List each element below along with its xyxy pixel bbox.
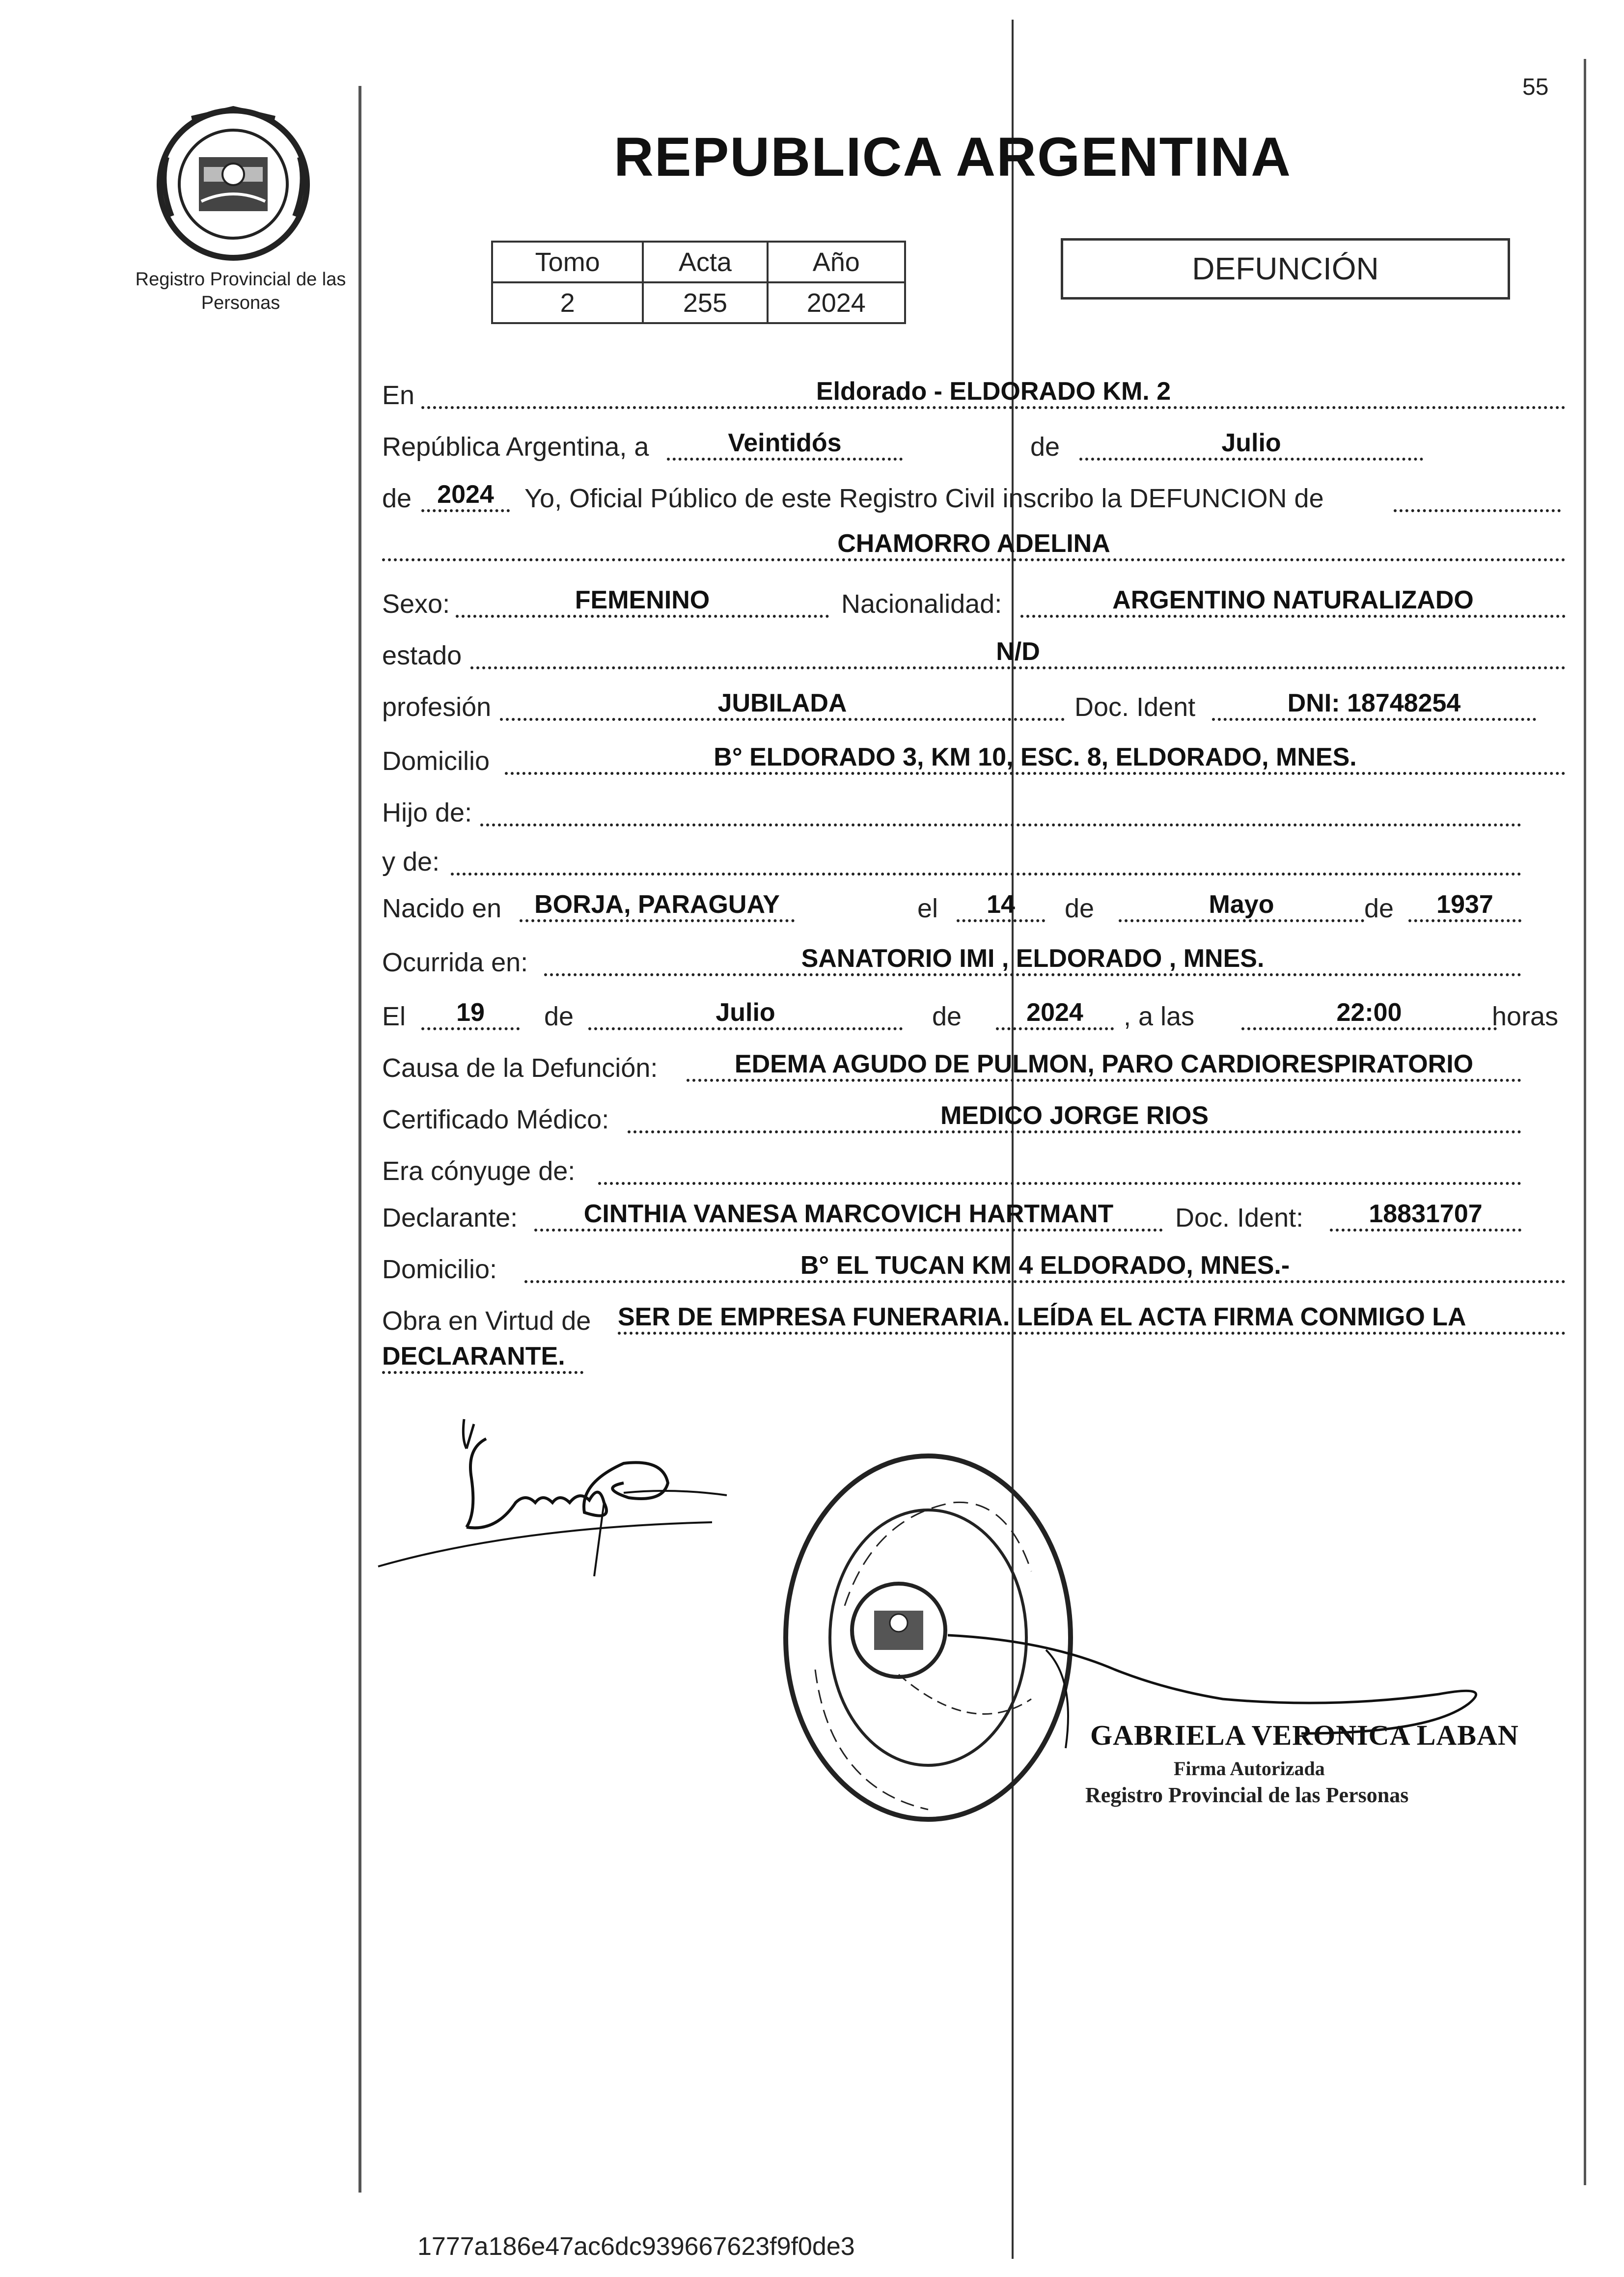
row-spouse xyxy=(382,1152,1575,1191)
nacionalidad-label: Nacionalidad: xyxy=(841,589,1002,619)
tomo-value: 2 xyxy=(492,282,643,323)
inscribo-trailing-field xyxy=(1394,479,1561,512)
de-label: de xyxy=(1030,432,1060,462)
row-declarant xyxy=(382,1198,1575,1237)
causa-label: Causa de la Defunción: xyxy=(382,1053,658,1083)
row-birth xyxy=(382,889,1575,928)
nacido-label: Nacido en xyxy=(382,894,502,923)
row-basis-2 xyxy=(382,1341,1575,1380)
obra-field-line2: DECLARANTE. xyxy=(382,1341,583,1374)
document-type-box: DEFUNCIÓN xyxy=(1061,238,1510,300)
row-hijo xyxy=(382,793,1575,832)
declarant-signature-icon xyxy=(368,1404,742,1581)
cert-field: MEDICO JORGE RIOS xyxy=(628,1100,1521,1133)
death-de2-label: de xyxy=(932,1002,962,1031)
declarante-field: CINTHIA VANESA MARCOVICH HARTMANT xyxy=(534,1198,1163,1232)
day-words-field: Veintidós xyxy=(667,427,903,461)
el-label: el xyxy=(917,894,938,923)
estado-label: estado xyxy=(382,641,462,670)
document-hash: 1777a186e47ac6dc939667623f9f0de3 xyxy=(417,2232,855,2261)
ocurrida-label: Ocurrida en: xyxy=(382,948,528,977)
republica-label: República Argentina, a xyxy=(382,432,649,462)
right-margin-rule xyxy=(1584,59,1586,2185)
death-time-field: 22:00 xyxy=(1241,997,1497,1030)
profesion-label: profesión xyxy=(382,692,492,722)
ocurrida-field: SANATORIO IMI , ELDORADO , MNES. xyxy=(544,943,1521,976)
row-sex-nationality xyxy=(382,584,1575,624)
row-declarant-address xyxy=(382,1250,1575,1289)
left-margin-rule xyxy=(358,86,361,2193)
de-year-label: de xyxy=(382,484,412,513)
hijo-field xyxy=(480,793,1521,826)
fold-line xyxy=(1012,20,1014,2259)
sexo-field: FEMENINO xyxy=(456,584,829,618)
birth-month-field: Mayo xyxy=(1119,889,1364,922)
row-estado xyxy=(382,636,1575,675)
row-date xyxy=(382,427,1575,466)
doc-field: DNI: 18748254 xyxy=(1212,687,1536,721)
year-field: 2024 xyxy=(421,479,510,512)
row-place-of-death xyxy=(382,943,1575,982)
death-year-field: 2024 xyxy=(996,997,1114,1030)
y-de-label: y de: xyxy=(382,847,440,877)
en-label: En xyxy=(382,381,415,410)
death-de-label: de xyxy=(544,1002,574,1031)
doc2-label: Doc. Ident: xyxy=(1175,1203,1304,1233)
conyuge-label: Era cónyuge de: xyxy=(382,1156,576,1186)
birth-de2-label: de xyxy=(1364,894,1394,923)
inscribo-text: Yo, Oficial Público de este Registro Civil inscribo la DEFUNCION de xyxy=(524,484,1324,513)
registry-name: Registro Provincial de las Personas xyxy=(135,269,346,313)
estado-field: N/D xyxy=(470,636,1566,669)
obra-label: Obra en Virtud de xyxy=(382,1306,591,1336)
row-y-de xyxy=(382,842,1575,881)
tomo-header: Tomo xyxy=(492,242,643,282)
birth-year-field: 1937 xyxy=(1408,889,1521,922)
tomo-acta-year-table xyxy=(491,241,906,324)
row-death-date xyxy=(382,997,1575,1036)
declarante-label: Declarante: xyxy=(382,1203,518,1233)
causa-field: EDEMA AGUDO DE PULMON, PARO CARDIORESPIRATORIO xyxy=(687,1048,1521,1082)
place-field: Eldorado - ELDORADO KM. 2 xyxy=(421,376,1566,409)
domicilio-field: B° ELDORADO 3, KM 10, ESC. 8, ELDORADO, MNES. xyxy=(505,741,1566,775)
year-value: 2024 xyxy=(768,282,905,323)
row-profession xyxy=(382,687,1575,727)
horas-label: horas xyxy=(1492,1002,1559,1031)
el2-label: El xyxy=(382,1002,406,1031)
alas-label: , a las xyxy=(1124,1002,1195,1031)
death-day-field: 19 xyxy=(421,997,520,1030)
provincia-misiones-crest-icon xyxy=(152,103,314,265)
signer-organization: Registro Provincial de las Personas xyxy=(1085,1783,1409,1807)
row-domicilio xyxy=(382,741,1575,781)
conyuge-field xyxy=(598,1152,1521,1185)
acta-value: 255 xyxy=(643,282,767,323)
birthplace-field: BORJA, PARAGUAY xyxy=(520,889,795,922)
doc-label: Doc. Ident xyxy=(1074,692,1196,722)
domicilio2-field: B° EL TUCAN KM 4 ELDORADO, MNES.- xyxy=(524,1250,1566,1283)
y-de-field xyxy=(451,842,1521,876)
cert-label: Certificado Médico: xyxy=(382,1105,609,1134)
profesion-field: JUBILADA xyxy=(500,687,1065,721)
nacionalidad-field: ARGENTINO NATURALIZADO xyxy=(1020,584,1566,618)
birth-day-field: 14 xyxy=(957,889,1045,922)
document-title: REPUBLICA ARGENTINA xyxy=(614,126,1292,188)
domicilio-label: Domicilio xyxy=(382,746,490,776)
page-number: 55 xyxy=(1522,74,1549,100)
hijo-label: Hijo de: xyxy=(382,798,472,827)
signer-name: GABRIELA VERONICA LABAN xyxy=(1090,1719,1519,1751)
month-field: Julio xyxy=(1079,427,1423,461)
birth-de-label: de xyxy=(1065,894,1095,923)
deceased-name-field: CHAMORRO ADELINA xyxy=(382,528,1566,561)
doc2-field: 18831707 xyxy=(1330,1198,1521,1232)
row-place xyxy=(382,376,1575,415)
row-inscribe xyxy=(382,479,1575,518)
domicilio2-label: Domicilio: xyxy=(382,1255,497,1284)
sexo-label: Sexo: xyxy=(382,589,450,619)
row-name xyxy=(382,528,1575,567)
obra-field-line1: SER DE EMPRESA FUNERARIA. LEÍDA EL ACTA FIRMA CONMIGO LA xyxy=(618,1301,1566,1335)
signer-role: Firma Autorizada xyxy=(1174,1757,1325,1780)
year-header: Año xyxy=(768,242,905,282)
row-cause xyxy=(382,1048,1575,1088)
row-certificate xyxy=(382,1100,1575,1139)
death-month-field: Julio xyxy=(588,997,903,1030)
acta-header: Acta xyxy=(643,242,767,282)
row-basis xyxy=(382,1301,1575,1341)
